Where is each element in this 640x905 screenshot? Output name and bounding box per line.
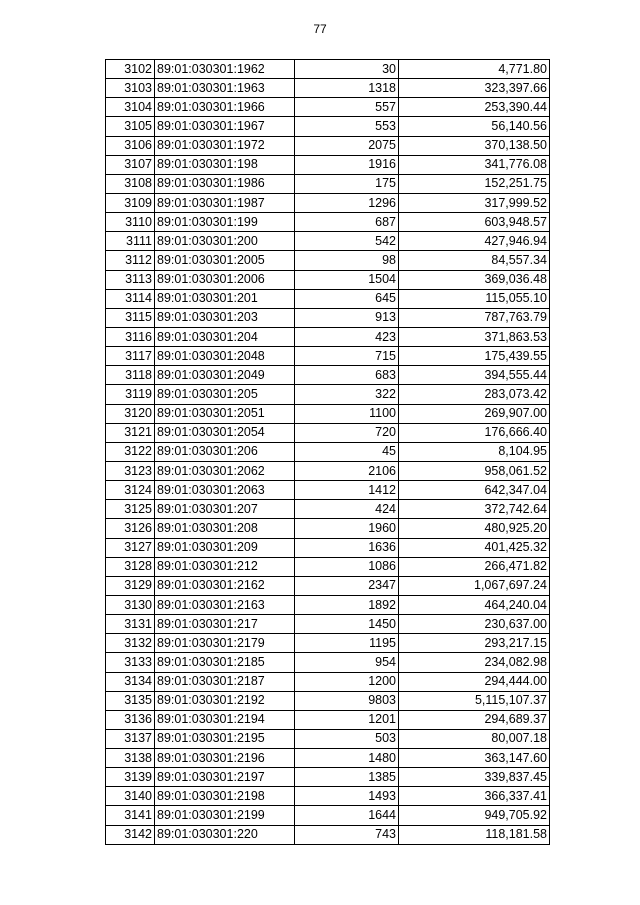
value-cell: 371,863.53 — [399, 327, 550, 346]
row-number-cell: 3139 — [106, 768, 155, 787]
cadastral-number-cell: 89:01:030301:2194 — [155, 710, 295, 729]
area-cell: 553 — [295, 117, 399, 136]
cadastral-number-cell: 89:01:030301:2197 — [155, 768, 295, 787]
area-cell: 954 — [295, 653, 399, 672]
cadastral-number-cell: 89:01:030301:1962 — [155, 60, 295, 79]
value-cell: 370,138.50 — [399, 136, 550, 155]
area-cell: 557 — [295, 98, 399, 117]
area-cell: 683 — [295, 366, 399, 385]
area-cell: 1385 — [295, 768, 399, 787]
cadastral-number-cell: 89:01:030301:217 — [155, 615, 295, 634]
table-row — [106, 79, 550, 98]
table-row — [106, 60, 550, 79]
cadastral-number-cell: 89:01:030301:201 — [155, 289, 295, 308]
value-cell: 283,073.42 — [399, 385, 550, 404]
area-cell: 687 — [295, 213, 399, 232]
table-row — [106, 768, 550, 787]
area-cell: 1636 — [295, 538, 399, 557]
table-row — [106, 461, 550, 480]
row-number-cell: 3112 — [106, 251, 155, 270]
value-cell: 269,907.00 — [399, 404, 550, 423]
value-cell: 84,557.34 — [399, 251, 550, 270]
area-cell: 1201 — [295, 710, 399, 729]
value-cell: 152,251.75 — [399, 174, 550, 193]
area-cell: 1504 — [295, 270, 399, 289]
area-cell: 1644 — [295, 806, 399, 825]
area-cell: 1892 — [295, 595, 399, 614]
row-number-cell: 3124 — [106, 481, 155, 500]
table-row — [106, 136, 550, 155]
value-cell: 787,763.79 — [399, 308, 550, 327]
row-number-cell: 3130 — [106, 595, 155, 614]
cadastral-number-cell: 89:01:030301:2063 — [155, 481, 295, 500]
area-cell: 175 — [295, 174, 399, 193]
value-cell: 427,946.94 — [399, 232, 550, 251]
row-number-cell: 3108 — [106, 174, 155, 193]
table-row — [106, 538, 550, 557]
table-row — [106, 557, 550, 576]
value-cell: 949,705.92 — [399, 806, 550, 825]
table-row — [106, 806, 550, 825]
cadastral-number-cell: 89:01:030301:1986 — [155, 174, 295, 193]
table-row — [106, 289, 550, 308]
table-row — [106, 423, 550, 442]
cadastral-number-cell: 89:01:030301:2054 — [155, 423, 295, 442]
row-number-cell: 3118 — [106, 366, 155, 385]
row-number-cell: 3120 — [106, 404, 155, 423]
value-cell: 294,444.00 — [399, 672, 550, 691]
row-number-cell: 3138 — [106, 749, 155, 768]
row-number-cell: 3135 — [106, 691, 155, 710]
cadastral-number-cell: 89:01:030301:2163 — [155, 595, 295, 614]
row-number-cell: 3109 — [106, 193, 155, 212]
cadastral-number-cell: 89:01:030301:2048 — [155, 347, 295, 366]
area-cell: 1480 — [295, 749, 399, 768]
value-cell: 253,390.44 — [399, 98, 550, 117]
row-number-cell: 3127 — [106, 538, 155, 557]
value-cell: 234,082.98 — [399, 653, 550, 672]
row-number-cell: 3128 — [106, 557, 155, 576]
cadastral-number-cell: 89:01:030301:2199 — [155, 806, 295, 825]
table-row — [106, 672, 550, 691]
value-cell: 642,347.04 — [399, 481, 550, 500]
row-number-cell: 3114 — [106, 289, 155, 308]
table-row — [106, 595, 550, 614]
cadastral-number-cell: 89:01:030301:206 — [155, 442, 295, 461]
table-row — [106, 404, 550, 423]
value-cell: 464,240.04 — [399, 595, 550, 614]
table-row — [106, 251, 550, 270]
row-number-cell: 3123 — [106, 461, 155, 480]
cadastral-number-cell: 89:01:030301:212 — [155, 557, 295, 576]
table-row — [106, 308, 550, 327]
area-cell: 2075 — [295, 136, 399, 155]
value-cell: 56,140.56 — [399, 117, 550, 136]
cadastral-number-cell: 89:01:030301:220 — [155, 825, 295, 844]
table-row — [106, 117, 550, 136]
area-cell: 542 — [295, 232, 399, 251]
area-cell: 423 — [295, 327, 399, 346]
table-row — [106, 347, 550, 366]
value-cell: 8,104.95 — [399, 442, 550, 461]
area-cell: 1916 — [295, 155, 399, 174]
row-number-cell: 3110 — [106, 213, 155, 232]
area-cell: 503 — [295, 729, 399, 748]
cadastral-number-cell: 89:01:030301:2162 — [155, 576, 295, 595]
value-cell: 317,999.52 — [399, 193, 550, 212]
row-number-cell: 3122 — [106, 442, 155, 461]
area-cell: 9803 — [295, 691, 399, 710]
area-cell: 913 — [295, 308, 399, 327]
value-cell: 366,337.41 — [399, 787, 550, 806]
area-cell: 1200 — [295, 672, 399, 691]
cadastral-number-cell: 89:01:030301:200 — [155, 232, 295, 251]
table-row — [106, 385, 550, 404]
cadastral-number-cell: 89:01:030301:2195 — [155, 729, 295, 748]
row-number-cell: 3136 — [106, 710, 155, 729]
table-row — [106, 213, 550, 232]
value-cell: 372,742.64 — [399, 500, 550, 519]
table-row — [106, 691, 550, 710]
row-number-cell: 3102 — [106, 60, 155, 79]
area-cell: 424 — [295, 500, 399, 519]
area-cell: 2106 — [295, 461, 399, 480]
cadastral-number-cell: 89:01:030301:2049 — [155, 366, 295, 385]
row-number-cell: 3117 — [106, 347, 155, 366]
cadastral-number-cell: 89:01:030301:199 — [155, 213, 295, 232]
row-number-cell: 3141 — [106, 806, 155, 825]
value-cell: 175,439.55 — [399, 347, 550, 366]
row-number-cell: 3115 — [106, 308, 155, 327]
row-number-cell: 3116 — [106, 327, 155, 346]
area-cell: 2347 — [295, 576, 399, 595]
cadastral-number-cell: 89:01:030301:2196 — [155, 749, 295, 768]
table-row — [106, 825, 550, 844]
cadastral-number-cell: 89:01:030301:2192 — [155, 691, 295, 710]
area-cell: 1960 — [295, 519, 399, 538]
cadastral-number-cell: 89:01:030301:205 — [155, 385, 295, 404]
area-cell: 645 — [295, 289, 399, 308]
table-row — [106, 327, 550, 346]
cadastral-number-cell: 89:01:030301:2187 — [155, 672, 295, 691]
table-row — [106, 232, 550, 251]
value-cell: 80,007.18 — [399, 729, 550, 748]
value-cell: 115,055.10 — [399, 289, 550, 308]
cadastral-number-cell: 89:01:030301:2185 — [155, 653, 295, 672]
table-row — [106, 615, 550, 634]
cadastral-number-cell: 89:01:030301:204 — [155, 327, 295, 346]
table-row — [106, 634, 550, 653]
table-row — [106, 500, 550, 519]
area-cell: 1450 — [295, 615, 399, 634]
row-number-cell: 3113 — [106, 270, 155, 289]
cadastral-number-cell: 89:01:030301:198 — [155, 155, 295, 174]
row-number-cell: 3126 — [106, 519, 155, 538]
row-number-cell: 3129 — [106, 576, 155, 595]
table-body — [106, 60, 550, 845]
row-number-cell: 3132 — [106, 634, 155, 653]
table-row — [106, 729, 550, 748]
area-cell: 1493 — [295, 787, 399, 806]
cadastral-number-cell: 89:01:030301:208 — [155, 519, 295, 538]
cadastral-number-cell: 89:01:030301:1967 — [155, 117, 295, 136]
value-cell: 230,637.00 — [399, 615, 550, 634]
cadastral-number-cell: 89:01:030301:1987 — [155, 193, 295, 212]
row-number-cell: 3105 — [106, 117, 155, 136]
table-row — [106, 155, 550, 174]
value-cell: 118,181.58 — [399, 825, 550, 844]
value-cell: 176,666.40 — [399, 423, 550, 442]
row-number-cell: 3103 — [106, 79, 155, 98]
cadastral-number-cell: 89:01:030301:1963 — [155, 79, 295, 98]
row-number-cell: 3106 — [106, 136, 155, 155]
table-row — [106, 442, 550, 461]
area-cell: 743 — [295, 825, 399, 844]
table-row — [106, 98, 550, 117]
table-row — [106, 653, 550, 672]
area-cell: 1412 — [295, 481, 399, 500]
table-row — [106, 193, 550, 212]
row-number-cell: 3107 — [106, 155, 155, 174]
value-cell: 323,397.66 — [399, 79, 550, 98]
row-number-cell: 3140 — [106, 787, 155, 806]
area-cell: 322 — [295, 385, 399, 404]
area-cell: 715 — [295, 347, 399, 366]
cadastral-number-cell: 89:01:030301:1966 — [155, 98, 295, 117]
value-cell: 363,147.60 — [399, 749, 550, 768]
area-cell: 45 — [295, 442, 399, 461]
value-cell: 480,925.20 — [399, 519, 550, 538]
row-number-cell: 3131 — [106, 615, 155, 634]
value-cell: 339,837.45 — [399, 768, 550, 787]
area-cell: 1296 — [295, 193, 399, 212]
cadastral-number-cell: 89:01:030301:2179 — [155, 634, 295, 653]
value-cell: 369,036.48 — [399, 270, 550, 289]
value-cell: 1,067,697.24 — [399, 576, 550, 595]
cadastral-number-cell: 89:01:030301:1972 — [155, 136, 295, 155]
row-number-cell: 3125 — [106, 500, 155, 519]
value-cell: 4,771.80 — [399, 60, 550, 79]
cadastral-number-cell: 89:01:030301:203 — [155, 308, 295, 327]
cadastral-number-cell: 89:01:030301:2062 — [155, 461, 295, 480]
table-row — [106, 710, 550, 729]
cadastral-number-cell: 89:01:030301:2005 — [155, 251, 295, 270]
row-number-cell: 3111 — [106, 232, 155, 251]
value-cell: 294,689.37 — [399, 710, 550, 729]
row-number-cell: 3134 — [106, 672, 155, 691]
area-cell: 720 — [295, 423, 399, 442]
table-row — [106, 366, 550, 385]
cadastral-number-cell: 89:01:030301:2198 — [155, 787, 295, 806]
cadastral-number-cell: 89:01:030301:207 — [155, 500, 295, 519]
value-cell: 341,776.08 — [399, 155, 550, 174]
table-row — [106, 481, 550, 500]
table-row — [106, 174, 550, 193]
cadastral-table — [105, 59, 550, 845]
value-cell: 5,115,107.37 — [399, 691, 550, 710]
area-cell: 1100 — [295, 404, 399, 423]
cadastral-number-cell: 89:01:030301:209 — [155, 538, 295, 557]
row-number-cell: 3121 — [106, 423, 155, 442]
row-number-cell: 3119 — [106, 385, 155, 404]
area-cell: 1086 — [295, 557, 399, 576]
value-cell: 293,217.15 — [399, 634, 550, 653]
area-cell: 1195 — [295, 634, 399, 653]
page-number: 77 — [313, 22, 327, 36]
value-cell: 394,555.44 — [399, 366, 550, 385]
value-cell: 266,471.82 — [399, 557, 550, 576]
value-cell: 958,061.52 — [399, 461, 550, 480]
cadastral-number-cell: 89:01:030301:2006 — [155, 270, 295, 289]
value-cell: 401,425.32 — [399, 538, 550, 557]
area-cell: 98 — [295, 251, 399, 270]
row-number-cell: 3104 — [106, 98, 155, 117]
row-number-cell: 3142 — [106, 825, 155, 844]
table-row — [106, 270, 550, 289]
area-cell: 1318 — [295, 79, 399, 98]
row-number-cell: 3137 — [106, 729, 155, 748]
cadastral-number-cell: 89:01:030301:2051 — [155, 404, 295, 423]
table-row — [106, 749, 550, 768]
row-number-cell: 3133 — [106, 653, 155, 672]
value-cell: 603,948.57 — [399, 213, 550, 232]
table-row — [106, 519, 550, 538]
area-cell: 30 — [295, 60, 399, 79]
table-row — [106, 787, 550, 806]
table-row — [106, 576, 550, 595]
